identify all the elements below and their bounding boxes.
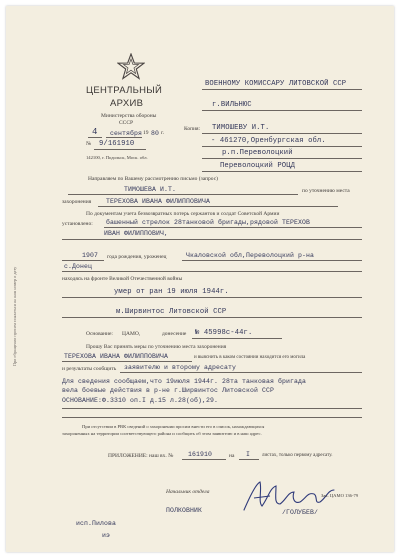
soldier-name: ИВАН ФИЛИППОВИЧ, — [104, 230, 169, 237]
date-suffix: г. — [161, 130, 165, 136]
date-day: 4 — [92, 127, 98, 137]
birth-village: с.Донец — [64, 263, 93, 270]
appendix-number: 161910 — [188, 451, 213, 458]
document-sheet — [6, 6, 394, 552]
birth-label: года рождения, уроженец — [107, 254, 167, 260]
info-line1: Для сведения сообщаем,что 19июля 1944г. 28та танковая бригада — [62, 378, 307, 385]
died-text: умер от ран 19 июля 1944г. — [114, 288, 229, 296]
buried-text: м.Ширвинтос Литовской ССР — [116, 308, 227, 316]
ministry-line2: СССР — [119, 120, 134, 126]
records-line: По документам учета безвозвратных потерь сержантов и солдат Советской Армии — [86, 211, 280, 217]
sender-tail: по уточнению места — [302, 188, 350, 194]
info-line2: вела боевые действия в р-не г.Ширвинтос Литовской ССР — [62, 387, 275, 394]
archive-address: 142100, г. Подольск, Моск. обл. — [86, 155, 148, 160]
report-label: и результаты сообщить — [62, 366, 117, 372]
established-label: установлено: — [62, 221, 93, 227]
star-icon — [117, 53, 145, 80]
copy-address-line3: Переволоцкий РОЦД — [220, 162, 296, 170]
date-year-suffix: 80 — [151, 130, 160, 137]
org-title-line2: АРХИВ — [110, 98, 144, 109]
appendix-mid: на — [229, 453, 235, 459]
established-text: башенный стрелок 28танковой бригады,рядовой ТЕРЕХОВ — [106, 219, 311, 226]
issued-mark: иэ — [102, 532, 111, 539]
basis-number: № 45998с-44г. — [195, 329, 253, 337]
birth-year: 1907 — [82, 252, 99, 259]
info-line3: ОСНОВАНИЕ:Ф.3310 оп.I д.15 л.28(об),29. — [62, 397, 219, 404]
date-month: сентября — [110, 130, 143, 137]
fineprint-line1: При отсутствии в РВК сведений о захоронении просим внести его в список, нахождающихся — [82, 424, 265, 429]
document-number: 9/161910 — [99, 140, 135, 148]
report-text: заявителю и второму адресату — [124, 364, 237, 371]
front-label: находясь на фронте Великой Отечественной войны — [62, 276, 183, 282]
copy-label: Копия: — [184, 126, 201, 132]
birth-place: Чкаловской обл,Переволоцкий р-на — [186, 252, 315, 259]
copy-address-line1: - 461270,Оренбургская обл. — [211, 137, 326, 145]
copy-address-line2: р.п.Переволоцкий — [222, 149, 293, 157]
date-year-prefix: 19 — [143, 130, 149, 136]
fineprint-line2: захороненных на территории соответствующего района и сообщить об этом заявителю и в наш адрес. — [62, 431, 262, 436]
burial-name: ТЕРЕХОВА ИВАНА ФИЛИППОВИЧА — [106, 198, 211, 205]
recipient-line2: г.ВИЛЬНЮС — [212, 101, 252, 109]
basis-opis: донесение — [162, 331, 187, 337]
request-name: ТЕРЕХОВА ИВАНА ФИЛИППОВИЧА — [64, 353, 169, 360]
burial-label: захоронения — [62, 199, 92, 205]
ministry-line1: Министерства обороны — [101, 113, 157, 119]
margin-note: При обращении просим ссылаться на наш номер и дату — [12, 266, 17, 366]
basis-label: Основание: — [86, 331, 113, 337]
signature-rank: ПОЛКОВНИК — [166, 507, 203, 514]
appendix-tail: листах, только первому адресату. — [262, 453, 333, 458]
print-code: Зак. ЦАМО 136-79 — [321, 493, 359, 498]
org-title-line1: ЦЕНТРАЛЬНЫЙ — [86, 85, 163, 96]
request-tail: и выяснить в каком состоянии находится его могила — [194, 355, 306, 360]
executor: исп.Пилова — [76, 520, 117, 527]
basis-org: ЦАМО, — [122, 331, 141, 337]
appendix-pages: I — [246, 451, 251, 458]
signature-name: /ГОЛУБЕВ/ — [282, 509, 319, 516]
appendix-label: ПРИЛОЖЕНИЕ: наш вх. № — [108, 453, 174, 459]
signature-title: Начальник отдела — [166, 489, 210, 495]
sender-name: ТИМОШЕВА И.Т. — [124, 186, 177, 193]
sent-label: Направляем по Вашему рассмотрению письмо (запрос) — [88, 176, 218, 182]
copy-name: ТИМОШЕВУ И.Т. — [212, 124, 270, 132]
number-label: № — [86, 141, 92, 147]
request-line: Прошу Вас принять меры по уточнению места захоронения — [86, 344, 227, 350]
recipient-line1: ВОЕННОМУ КОМИССАРУ ЛИТОВСКОЙ ССР — [205, 80, 347, 88]
